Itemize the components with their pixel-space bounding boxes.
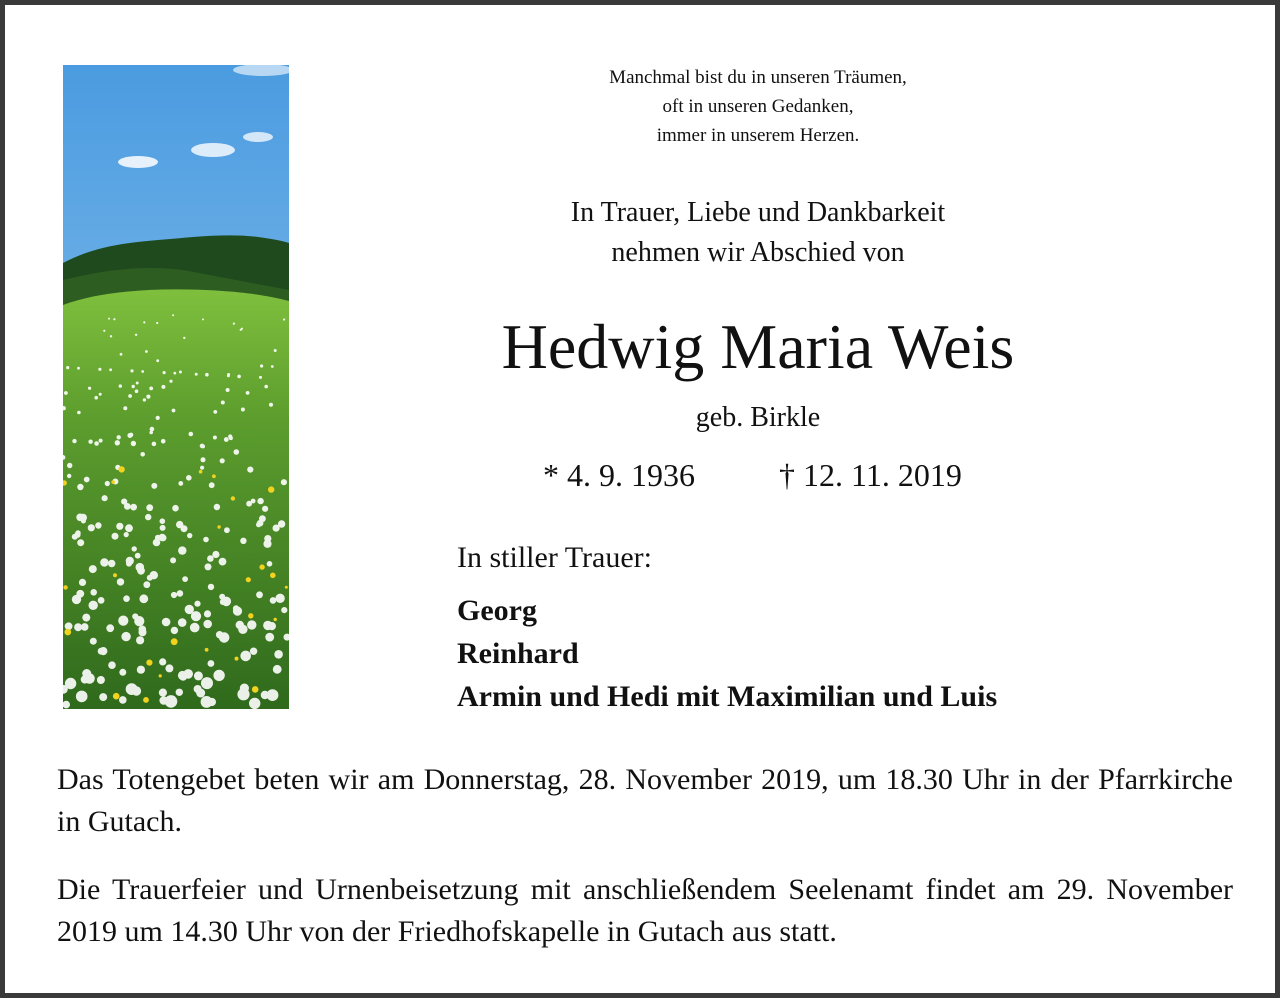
- birth-name: geb. Birkle: [695, 402, 821, 433]
- deceased-name: Hedwig Maria Weis: [501, 311, 1015, 382]
- mourners-label: In stiller Trauer:: [457, 541, 652, 574]
- mourner-name: Reinhard: [457, 637, 579, 670]
- verse-line: immer in unserem Herzen.: [656, 125, 860, 146]
- memorial-verse: [455, 63, 1061, 150]
- meadow-photo: [63, 65, 289, 709]
- intro-line: In Trauer, Liebe und Dankbarkeit: [570, 197, 946, 228]
- birth-date: * 4. 9. 1936: [543, 457, 695, 493]
- intro-line: nehmen wir Abschied von: [611, 237, 905, 268]
- funeral-announcement: Die Trauerfeier und Urnenbeisetzung mit anschließendem Seelenamt findet am 29. November 2019 um 14.30 Uhr von der Friedhofskapelle in Gutach aus statt.: [57, 873, 1233, 948]
- farewell-intro: [455, 193, 1061, 273]
- dandelion-meadow-photo-icon: [63, 65, 289, 709]
- verse-line: oft in unseren Gedanken,: [662, 96, 854, 117]
- mourners-list: [457, 589, 997, 718]
- mourner-name: Georg: [457, 594, 537, 627]
- verse-line: Manchmal bist du in unseren Träumen,: [609, 67, 907, 88]
- death-date: † 12. 11. 2019: [779, 457, 962, 493]
- mourner-name: Armin und Hedi mit Maximilian und Luis: [457, 680, 998, 713]
- prayer-announcement: Das Totengebet beten wir am Donnerstag, 28. November 2019, um 18.30 Uhr in der Pfarrkirche in Gutach.: [57, 763, 1233, 838]
